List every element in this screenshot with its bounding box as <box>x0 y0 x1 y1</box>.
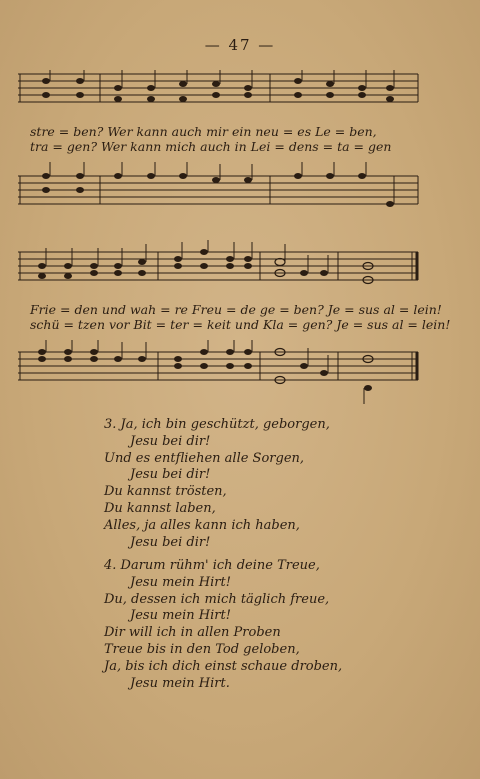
verse-line: Jesu mein Hirt! <box>130 574 231 590</box>
verse-line: 4. Darum rühm' ich deine Treue, <box>104 558 320 573</box>
verse-line: Jesu mein Hirt. <box>130 675 230 691</box>
staff-lines <box>18 240 423 285</box>
lyrics-system1-line1: stre = ben? Wer kann auch mir ein neu = es Le = ben, <box>30 124 377 139</box>
verse-line: Jesu bei dir! <box>130 534 211 550</box>
staff-system1-bass <box>18 162 423 217</box>
verse-line: Alles, ja alles kann ich haben, <box>104 517 300 533</box>
verse-line: Du kannst trösten, <box>104 484 227 500</box>
verse-line: Jesu bei dir! <box>130 467 211 483</box>
verse-line: Und es entfliehen alle Sorgen, <box>104 450 305 466</box>
page-number: — 47 — <box>204 36 276 54</box>
staff-system1-treble <box>18 70 423 110</box>
verse-line: 3. Ja, ich bin geschützt, geborgen, <box>104 417 330 432</box>
staff-lines <box>18 70 423 110</box>
staff-system2-bass <box>18 340 423 405</box>
lyrics-system1-line2: tra = gen? Wer kann mich auch in Lei = dens = ta = gen <box>30 139 392 154</box>
verse-line: Jesu bei dir! <box>130 433 211 449</box>
verse-line: Treue bis in den Tod geloben, <box>104 641 300 657</box>
verse-line: Jesu mein Hirt! <box>130 608 231 624</box>
lyrics-system2-line2: schü = tzen vor Bit = ter = keit und Kla = gen? Je = sus al = lein! <box>30 317 451 332</box>
verse-line: Du, dessen ich mich täglich freue, <box>104 591 330 607</box>
staff-lines <box>18 340 423 405</box>
verse-line: Dir will ich in allen Proben <box>104 625 281 641</box>
verse-line: Ja, bis ich dich einst schaue droben, <box>104 658 343 674</box>
staff-lines <box>18 162 423 217</box>
verse-line: Du kannst laben, <box>104 500 216 516</box>
verse-4 <box>104 558 444 692</box>
staff-system2-treble <box>18 240 423 285</box>
lyrics-system2-line1: Frie = den und wah = re Freu = de ge = ben? Je = sus al = lein! <box>30 302 442 317</box>
verse-3 <box>104 417 444 551</box>
